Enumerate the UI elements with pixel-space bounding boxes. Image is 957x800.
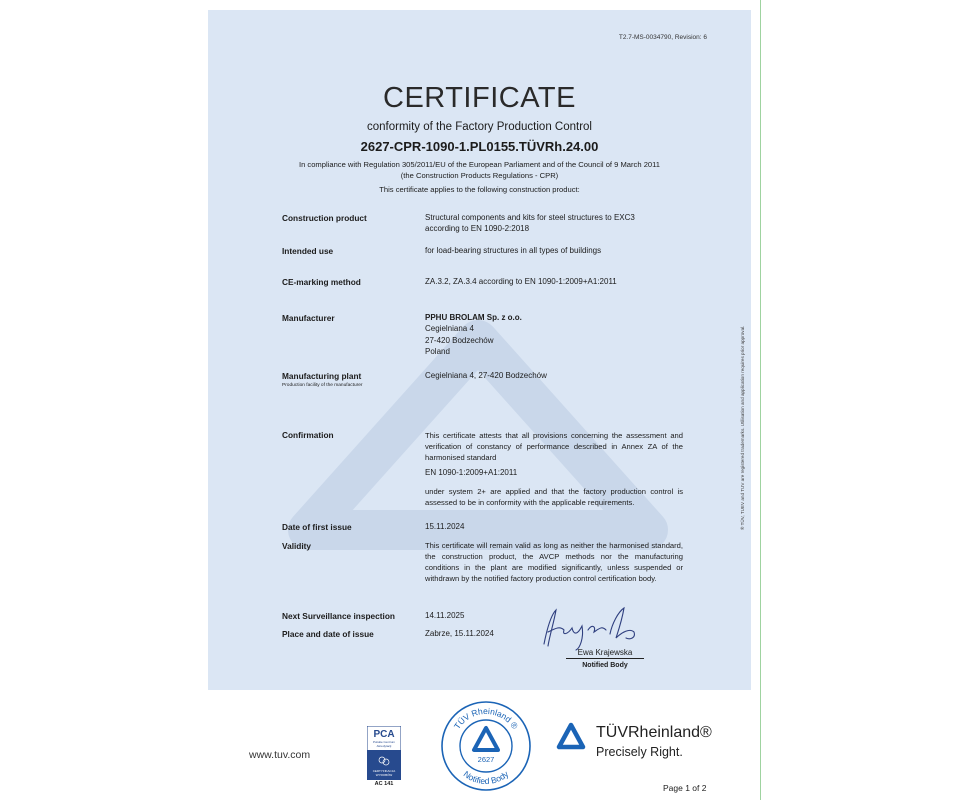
manufacturer-name: PPHU BROLAM Sp. z o.o. — [425, 313, 522, 322]
intended-use-value: for load-bearing structures in all types of buildings — [425, 246, 602, 255]
handwritten-signature — [538, 604, 648, 652]
regulation-line: In compliance with Regulation 305/2011/EU of the European Parliament and of the Council of 9 March 2011 — [298, 160, 661, 169]
website-link[interactable]: www.tuv.com — [249, 749, 311, 761]
ce-marking-value: ZA.3.2, ZA.3.4 according to EN 1090-1:2009+A1:2011 — [425, 277, 617, 286]
manufacturer-street: Cegielniana 4 — [425, 324, 474, 334]
first-issue-value: 15.11.2024 — [425, 522, 465, 531]
certificate-subtitle: conformity of the Factory Production Control — [367, 121, 592, 133]
brand-slogan: Precisely Right. — [596, 745, 683, 759]
place-date-value: Zabrze, 15.11.2024 — [425, 629, 494, 638]
manufacturer-value — [425, 312, 683, 358]
manufacturing-plant-value: Cegielniana 4, 27-420 Bodzechów — [425, 371, 547, 380]
brand-name: TÜVRheinland® — [596, 724, 712, 741]
certificate-title: CERTIFICATE — [383, 82, 576, 114]
svg-text:Akredytacji: Akredytacji — [376, 744, 392, 748]
first-issue-label: Date of first issue — [282, 522, 352, 532]
svg-text:2627: 2627 — [477, 755, 495, 764]
construction-product-line: according to EN 1090-2:2018 — [425, 224, 530, 234]
tuv-triangle-logo-icon — [556, 722, 586, 750]
surveillance-label: Next Surveillance inspection — [282, 611, 395, 621]
manufacturing-plant-label: Manufacturing plant — [282, 371, 362, 381]
manufacturer-city: 27-420 Bodzechów — [425, 335, 494, 345]
pca-accreditation-logo — [367, 726, 401, 780]
validity-label: Validity — [282, 541, 312, 551]
svg-text:WYROBÓW: WYROBÓW — [375, 773, 393, 777]
intended-use-label: Intended use — [282, 246, 334, 256]
manufacturer-country: Poland — [425, 347, 450, 357]
notified-body-seal — [440, 700, 532, 792]
document-reference: T2.7-MS-0034790, Revision: 6 — [618, 34, 707, 41]
applies-line: This certificate applies to the following construction product: — [379, 185, 580, 194]
ce-marking-label: CE-marking method — [282, 277, 361, 287]
svg-text:Polskie Centrum: Polskie Centrum — [372, 740, 396, 744]
signatory-name: Ewa Krajewska — [566, 648, 644, 659]
validity-text: This certificate will remain valid as long as neither the harmonised standard, the construction product, the AVCP methods nor the manufacturing conditions in the plant are modified significantly, unless suspended or withdrawn by the notified factory production control certification body. — [425, 541, 683, 583]
manufacturing-plant-sublabel: Production facility of the manufacturer — [282, 383, 363, 388]
svg-text:Notified Body: Notified Body — [461, 768, 511, 787]
construction-product-value — [425, 212, 683, 235]
confirmation-standard: EN 1090-1:2009+A1:2011 — [425, 468, 518, 477]
svg-text:PCA: PCA — [373, 729, 395, 740]
regulation-subline: (the Construction Products Regulations - CPR) — [400, 171, 559, 180]
svg-text:CERTYFIKACJA: CERTYFIKACJA — [372, 769, 396, 773]
signatory-role: Notified Body — [582, 662, 628, 669]
surveillance-value: 14.11.2025 — [425, 611, 465, 620]
manufacturer-label: Manufacturer — [282, 313, 335, 323]
confirmation-text: This certificate attests that all provisions concerning the assessment and verification of constancy of performance described in Annex ZA of the harmonised standard — [425, 431, 683, 462]
confirmation-label: Confirmation — [282, 430, 334, 440]
svg-text:TÜV Rheinland ®: TÜV Rheinland ® — [451, 705, 521, 731]
construction-product-label: Construction product — [282, 213, 367, 223]
trademark-note: ® TÜV, TUEV and TUV are registered trademarks. Utilisation and application requires prior approval. — [740, 325, 745, 530]
certificate-number: 2627-CPR-1090-1.PL0155.TÜVRh.24.00 — [360, 139, 599, 154]
confirmation-system: under system 2+ are applied and that the factory production control is assessed to be in conformity with the applicable requirements. — [425, 487, 683, 507]
place-date-label: Place and date of issue — [282, 629, 374, 639]
accreditation-number: AC 141 — [374, 781, 394, 787]
page-edge — [760, 0, 761, 800]
construction-product-line: Structural components and kits for steel structures to EXC3 — [425, 213, 635, 222]
page-number: Page 1 of 2 — [663, 783, 707, 793]
